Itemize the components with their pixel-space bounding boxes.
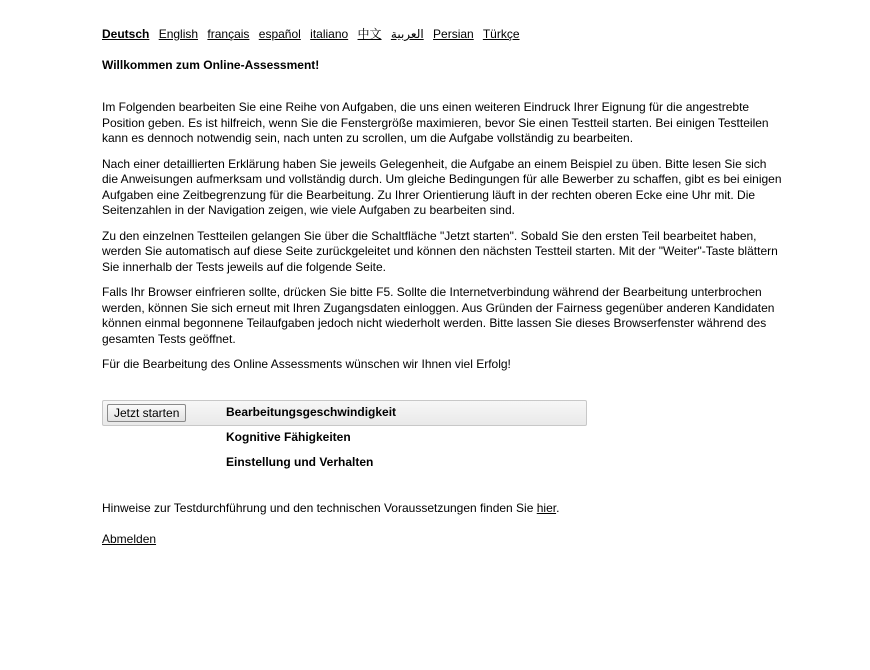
test-list: [226, 400, 396, 475]
hint-label: Hinweise zur Testdurchführung und den technischen Voraussetzungen finden Sie: [102, 500, 537, 515]
test-item-speed: Bearbeitungsgeschwindigkeit: [226, 404, 397, 419]
test-item-attitude: Einstellung und Verhalten: [226, 454, 374, 469]
logout-link[interactable]: Abmelden: [102, 531, 157, 546]
language-bar: [102, 27, 782, 43]
lang-link-turkce[interactable]: Türkçe: [482, 27, 520, 41]
hint-text: [102, 501, 782, 515]
logout-row: [102, 532, 782, 546]
page-content: [102, 27, 782, 546]
intro-paragraph: Falls Ihr Browser einfrieren sollte, drücken Sie bitte F5. Sollte die Internetverbindung während der Bearbeitung unterbrochen werden, können Sie sich erneut mit Ihren Zugangsdaten einloggen. Aus Gründen der Fairness gegenüber anderen Kandidaten können einmal begonnene Teilaufgaben jedoch nicht wiederholt werden. Bitte lassen Sie dieses Browserfenster während des gesamten Tests geöffnet.: [102, 285, 775, 346]
lang-link-persian[interactable]: Persian: [433, 27, 474, 41]
test-item-cognitive: Kognitive Fähigkeiten: [226, 429, 351, 444]
start-test-button[interactable]: Jetzt starten: [107, 404, 186, 422]
lang-link-italiano[interactable]: italiano: [310, 27, 349, 41]
lang-link-arabic[interactable]: العربية: [390, 27, 424, 41]
lang-link-deutsch[interactable]: Deutsch: [102, 27, 150, 41]
intro-text: [102, 100, 782, 373]
hint-link[interactable]: hier: [536, 500, 557, 515]
intro-paragraph: Nach einer detaillierten Erklärung haben Sie jeweils Gelegenheit, die Aufgabe an einem Beispiel zu üben. Bitte lesen Sie sich die Anweisungen aufmerksam und vollständig durch. Um gleiche Bedingungen für alle Bewerber zu schaffen, gibt es bei einigen Aufgaben eine Zeitbegrenzung für die Bearbeitung. Zu Ihrer Orientierung läuft in der rechten oberen Ecke eine Uhr mit. Die Seitenzahlen in der Navigation zeigen, wie viele Aufgaben zu bearbeiten sind.: [102, 156, 782, 217]
lang-link-francais[interactable]: français: [207, 27, 250, 41]
intro-paragraph: Zu den einzelnen Testteilen gelangen Sie über die Schaltfläche "Jetzt starten". Sobald Sie den ersten Teil bearbeitet haben, werden Sie automatisch auf diese Seite zurückgeleitet und können den nächsten Testteil starten. Mit der "Weiter"-Taste blättern Sie innerhalb der Tests jeweils auf die folgende Seite.: [102, 228, 778, 274]
lang-link-english[interactable]: English: [158, 27, 199, 41]
hint-suffix: .: [556, 500, 560, 515]
lang-link-chinese[interactable]: 中文: [357, 27, 382, 41]
intro-paragraph: Für die Bearbeitung des Online Assessments wünschen wir Ihnen viel Erfolg!: [102, 357, 511, 371]
lang-link-espanol[interactable]: español: [258, 27, 301, 41]
welcome-heading: Willkommen zum Online-Assessment!: [102, 58, 320, 72]
intro-paragraph: Im Folgenden bearbeiten Sie eine Reihe von Aufgaben, die uns einen weiteren Eindruck Ihrer Eignung für die angestrebte Position geben. Es ist hilfreich, wenn Sie die Fenstergröße maximieren, bevor Sie einen Testteil starten. Bei einigen Testteilen kann es dennoch notwendig sein, nach unten zu scrollen, um die Aufgabe vollständig zu bearbeiten.: [102, 100, 769, 145]
test-section: [102, 400, 782, 480]
